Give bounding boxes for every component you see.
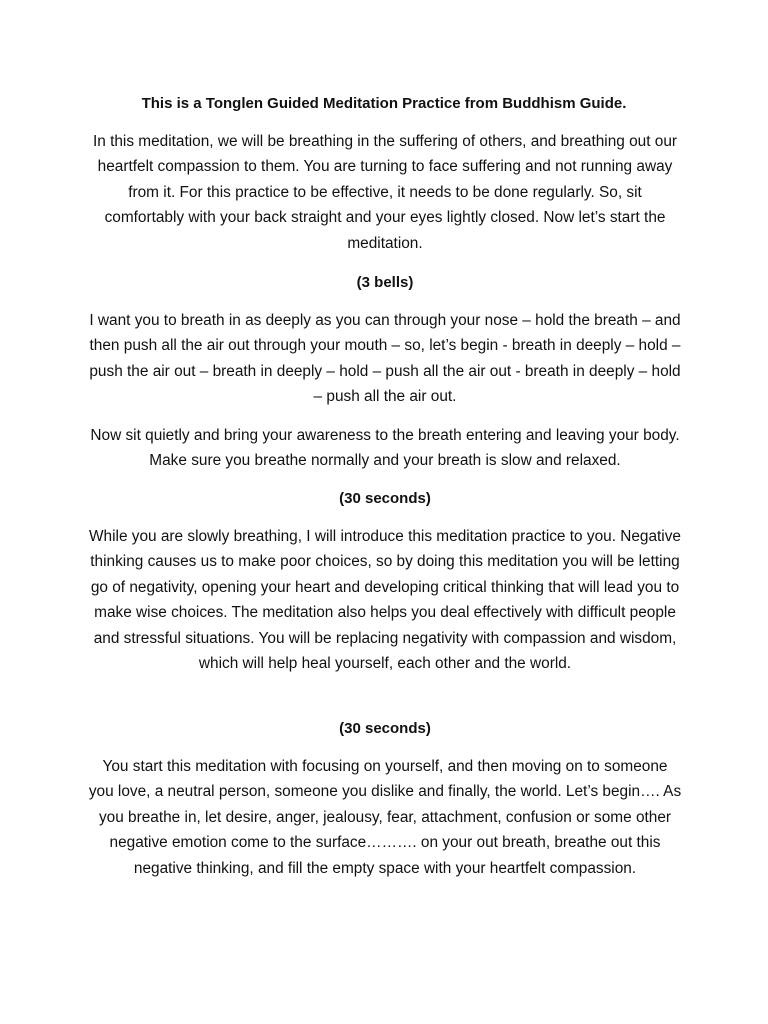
document-title: This is a Tonglen Guided Meditation Practice from Buddhism Guide. <box>141 95 627 112</box>
bell-cue: (3 bells) <box>356 274 414 291</box>
practice-introduction-paragraph: While you are slowly breathing, I will introduce this meditation practice to you. Negative thinking causes us to make poor choices, so by doing this meditation you will be letting go of negativity, opening your heart and developing critical thinking that will lead you to make wise choices. The meditation also helps you deal effectively with difficult people and stressful situations. You will be replacing negativity with compassion and wisdom, which will help heal yourself, each other and the world. <box>89 528 681 673</box>
breathing-instruction-paragraph: I want you to breath in as deeply as you can through your nose – hold the breath – and then push all the air out through your mouth – so, let’s begin - breath in deeply – hold – push the air out – breath in deeply – hold – push all the air out - breath in deeply – hold – push all the air out. <box>89 312 681 406</box>
pause-cue-first: (30 seconds) <box>339 490 431 507</box>
pause-cue-second: (30 seconds) <box>339 720 431 737</box>
meditation-start-paragraph: You start this meditation with focusing on yourself, and then moving on to someone you love, a neutral person, someone you dislike and finally, the world. Let’s begin…. As you breathe in, let desire, anger, jealousy, fear, attachment, confusion or some other negative emotion come to the surface………. on your out breath, breathe out this negative thinking, and fill the empty space with your heartfelt compassion. <box>88 758 682 877</box>
awareness-paragraph: Now sit quietly and bring your awareness to the breath entering and leaving your body. Make sure you breathe normally and your breath is slow and relaxed. <box>90 427 680 470</box>
intro-paragraph: In this meditation, we will be breathing in the suffering of others, and breathing out our heartfelt compassion to them. You are turning to face suffering and not running away from it. For this practice to be effective, it needs to be done regularly. So, sit comfortably with your back straight and your eyes lightly closed. Now let’s start the meditation. <box>92 133 678 252</box>
